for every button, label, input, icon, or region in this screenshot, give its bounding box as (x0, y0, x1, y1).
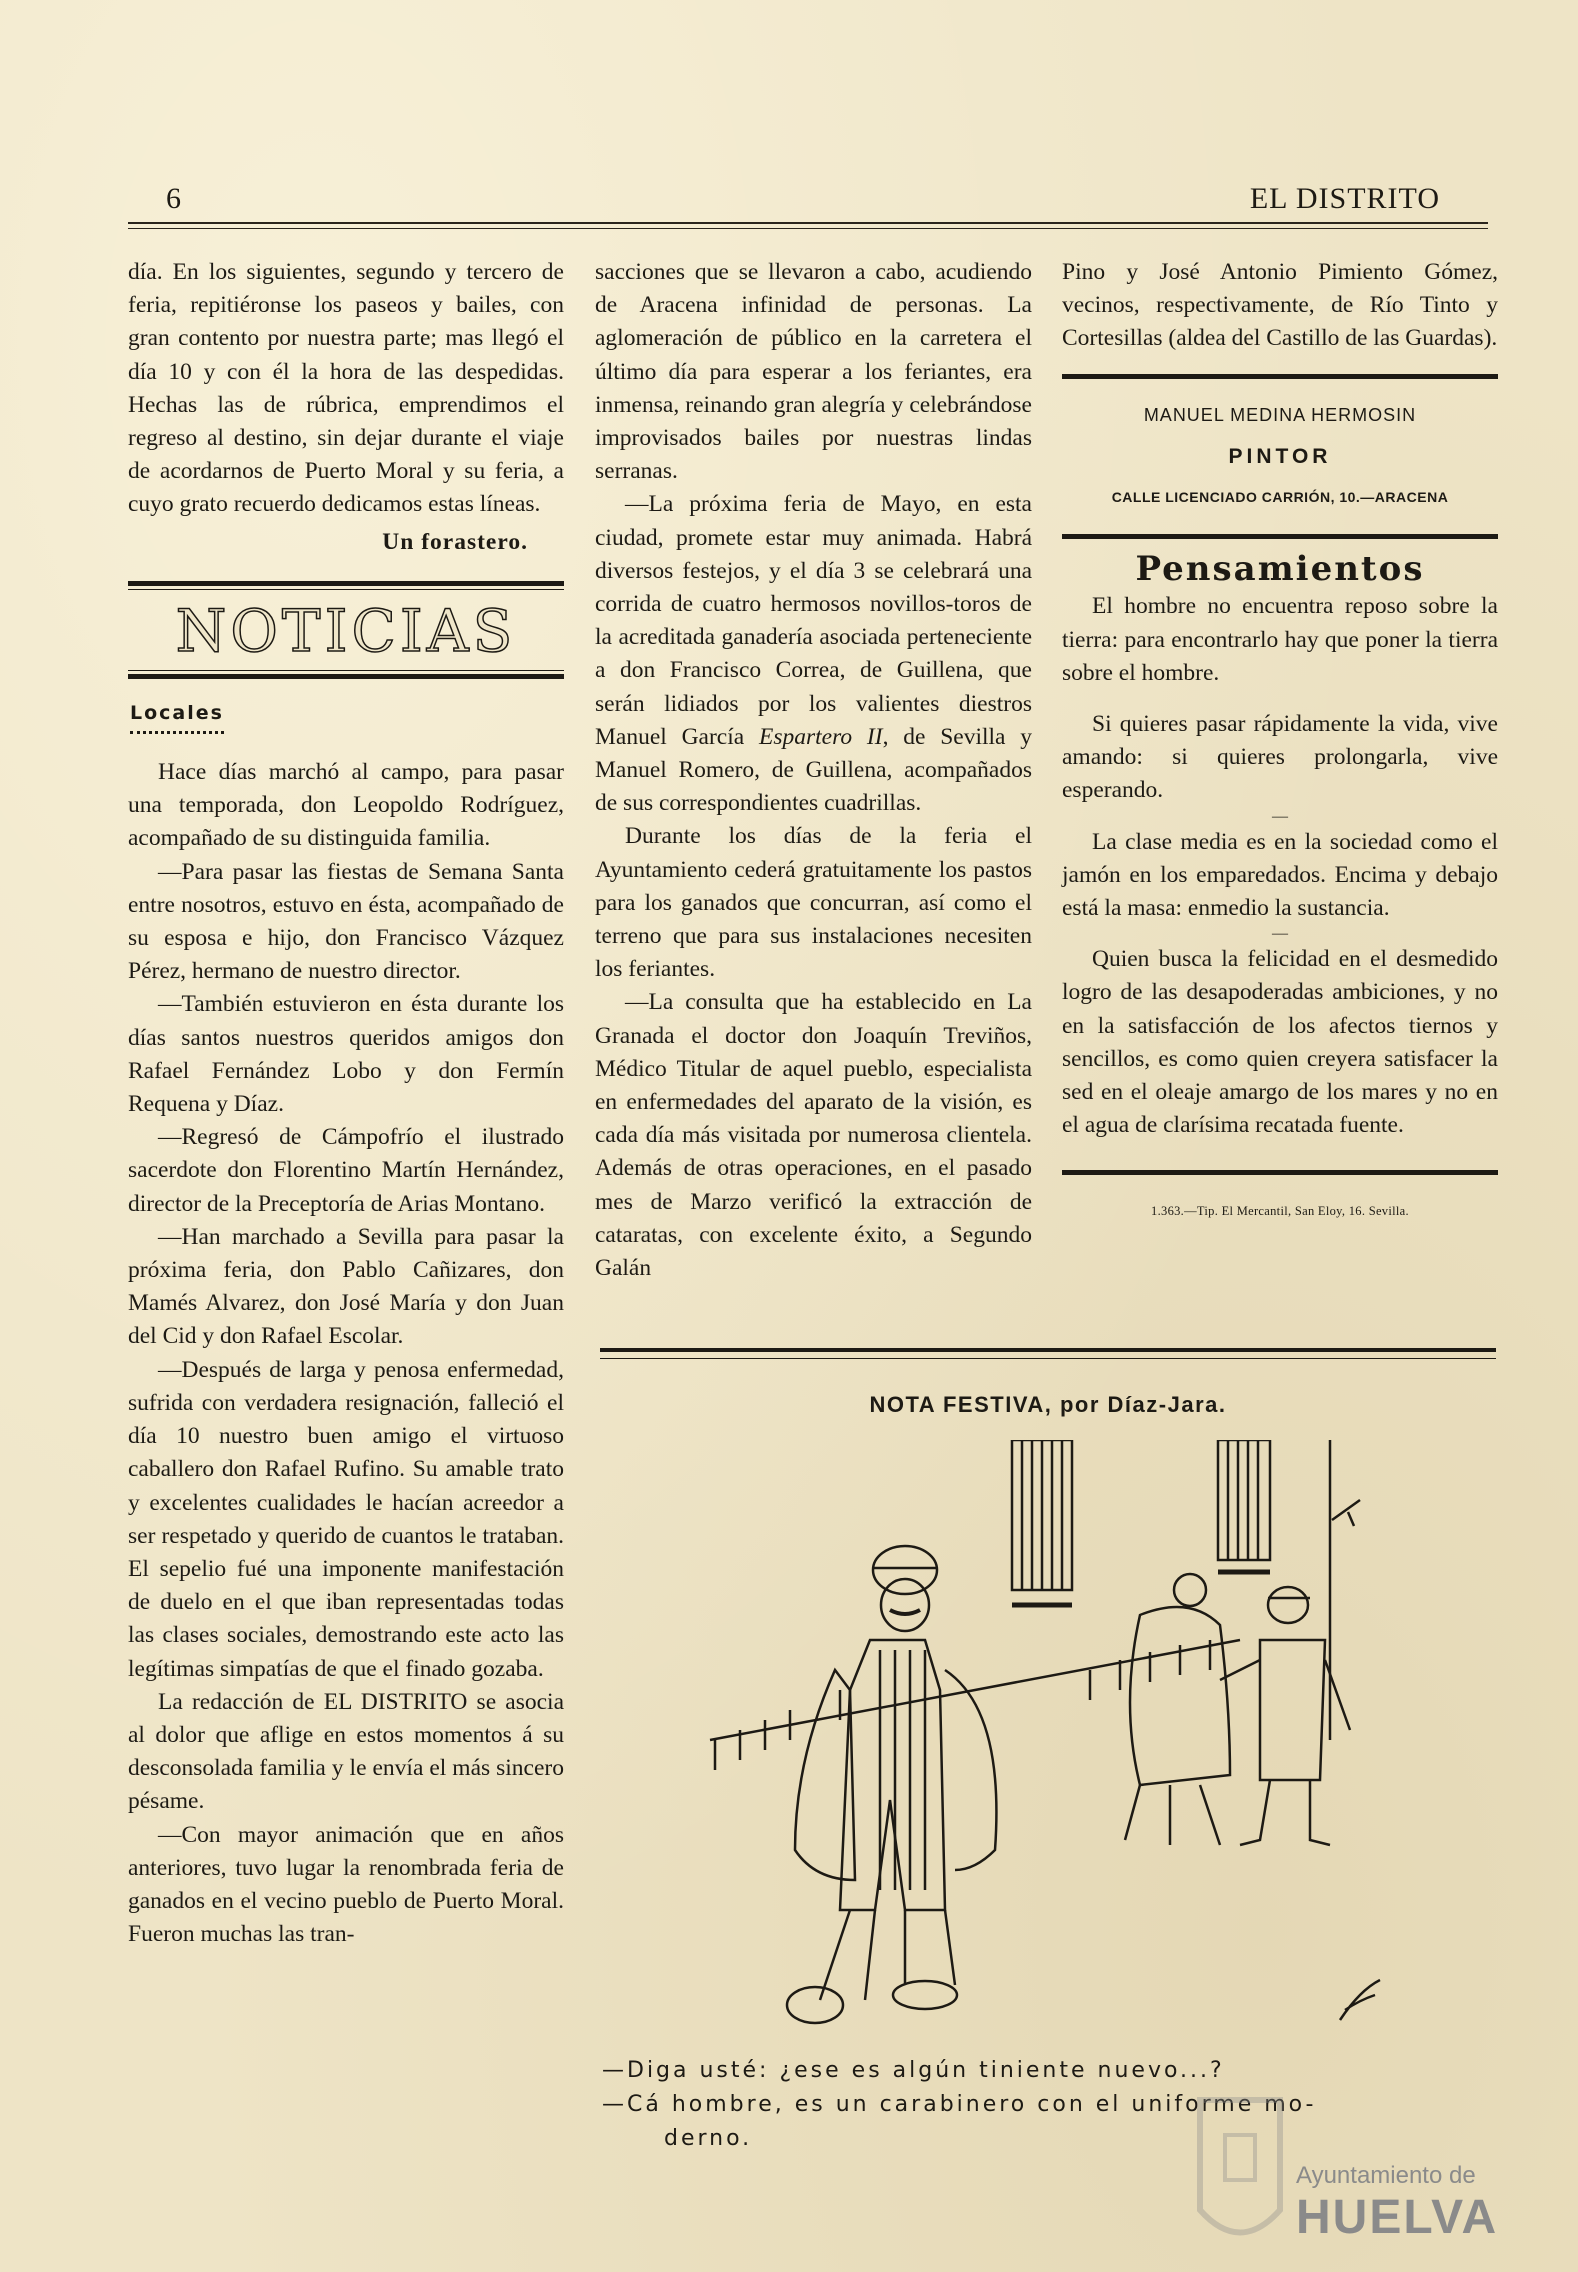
ad-name: MANUEL MEDINA HERMOSIN (1143, 404, 1417, 425)
paragraph: —La consulta que ha establecido en La Granada el doctor don Joaquín Treviños, Médico Titular de aquel pueblo, especialista en enfermedades del aparato de la visión, es cada día más visitada por numerosa clientela. Además de otras operaciones, en el pasado mes de Marzo verificó la extracción de cataratas, con excelente éxito, a Segundo Galán (595, 989, 1032, 1282)
paragraph: día. En los siguientes, segundo y tercero de feria, repitiéronse los paseos y bailes, con gran contento por nuestra parte; mas llegó el día 10 y con él la hora de las despedidas. Hechas las de rúbrica, emprendimos el regreso al destino, sin dejar durante el viaje de acordarnos de Puerto Moral y su feria, a cuyo grato recuerdo dedicamos estas líneas. (128, 259, 564, 518)
ad-address: CALLE LICENCIADO CARRIÓN, 10.—ARACENA (1111, 489, 1449, 506)
thought: Quien busca la felicidad en el desmedido logro de las desapoderadas ambiciones, y no en la satisfacción de los afectos tiernos y sencillos, es como quien creyera satisfacer la sed en el oleaje amargo de los mares y no en el agua de clarísima recatada fuente. (1062, 946, 1498, 1139)
paragraph: Hace días marchó al campo, para pasar una temporada, don Leopoldo Rodríguez, acompañado de su distinguida familia. (128, 759, 564, 852)
paragraph: —También estuvieron en ésta durante los días santos nuestros queridos amigos don Rafael Fernández Lobo y don Fermín Requena y Díaz. (128, 991, 564, 1118)
separator-dash (1062, 690, 1498, 708)
cartoon-banner (600, 1348, 1496, 1359)
figure-cloaked (1125, 1574, 1230, 1845)
separator-dash: — (1272, 807, 1288, 825)
paragraph: —Para pasar las fiestas de Semana Santa entre nosotros, estuvo en ésta, acompañado de su esposa e hijo, don Francisco Vázquez Pérez, hermano de nuestro director. (128, 858, 564, 985)
printer-imprint: 1.363.—Tip. El Mercantil, San Eloy, 16. Sevilla. (1151, 1204, 1409, 1219)
divider (600, 1348, 1496, 1352)
header-rule (128, 222, 1488, 224)
header-rule-thin (128, 228, 1488, 229)
column-3 (1062, 256, 1498, 1229)
thought: Si quieres pasar rápidamente la vida, vive amando: si quieres prolongarla, vive esperando. (1062, 711, 1498, 804)
window-left (1012, 1440, 1072, 1605)
paragraph: sacciones que se llevaron a cabo, acudiendo de Aracena infinidad de personas. La aglomeración de público en la carretera el último día para esperar a los feriantes, era inmensa, reinando gran alegría y celebrándose improvisados bailes por nuestras lindas serranas. (595, 259, 1032, 485)
fence-rail (710, 1640, 1240, 1740)
paragraph: —Después de larga y penosa enfermedad, sufrida con verdadera resignación, falleció el día 10 nuestro buen amigo el virtuoso caballero don Rafael Rufino. Su amable trato y excelentes cualidades le hacían acreedor a ser respetado y querido de cuantos le trataban. El sepelio fué una imponente manifestación de duelo en el que iban representadas todas las clases sociales, demostrando este acto las legítimas simpatías de que el finado gozaba. (128, 1356, 564, 1682)
thought: El hombre no encuentra reposo sobre la tierra: para encontrarlo hay que poner la tierra sobre el hombre. (1062, 593, 1498, 686)
signature: Un forastero. (382, 528, 528, 555)
column-2 (595, 256, 1032, 1285)
text-span: , de Sevilla y Manuel Romero, de Guillena, acompañados de sus correspondientes cuadrillas. (595, 723, 1033, 817)
subsection-locales: Locales (130, 697, 224, 734)
cartoon-illustration (700, 1440, 1400, 2040)
watermark-text-line2: HUELVA (1296, 2191, 1499, 2244)
window-right (1218, 1440, 1270, 1572)
artist-signature (1340, 1980, 1380, 2020)
paragraph: —Con mayor animación que en años anteriores, tuvo lugar la renombrada feria de ganados en el vecino pueblo de Puerto Moral. Fueron muchas las tran- (128, 1821, 564, 1948)
paragraph: —Regresó de Cámpofrío el ilustrado sacerdote don Florentino Martín Hernández, director de la Preceptoría de Arias Montano. (128, 1124, 564, 1217)
watermark-text-line1: Ayuntamiento de (1296, 2162, 1476, 2189)
column-1 (128, 256, 564, 1951)
divider (600, 1358, 1496, 1359)
ad-trade: PINTOR (1228, 444, 1332, 468)
page-header (128, 182, 1488, 226)
separator-dash: — (1272, 925, 1288, 943)
caption-line: —Cá hombre, es un carabinero con el uniforme mo- (602, 2092, 1317, 2117)
section-title-noticias: NOTICIAS (175, 596, 517, 665)
advertisement (1062, 399, 1498, 515)
paragraph (595, 488, 1032, 820)
divider (128, 670, 564, 671)
text-span: —La próxima feria de Mayo, en esta ciudad, promete estar muy animada. Habrá diversos festejos, y el día 3 se celebrará una corrida de cuatro hermosos novillos-toros de la acreditada ganadería asociada perteneciente a don Francisco Correa, de Guillena, que serán lidiados por los valientes diestros Manuel García (595, 491, 1032, 750)
divider (1062, 1170, 1498, 1175)
wall-sign (1332, 1500, 1360, 1526)
newspaper-title: EL DISTRITO (1249, 182, 1440, 215)
divider (128, 581, 564, 586)
figure-carabinero (787, 1546, 996, 2023)
paragraph: —Han marchado a Sevilla para pasar la próxima feria, don Pablo Cañizares, don Mamés Alvarez, don José María y don Juan del Cid y don Rafael Escolar. (128, 1223, 564, 1350)
section-title-pensamientos: Pensamientos (1135, 549, 1425, 590)
page-number: 6 (166, 182, 181, 215)
divider (128, 674, 564, 679)
caption-line: —Diga usté: ¿ese es algún tiniente nuevo...? (602, 2058, 1225, 2083)
thought: La clase media es en la sociedad como el jamón en los emparedados. Encima y debajo está la masa: enmedio la sustancia. (1062, 828, 1498, 922)
noticias-block (128, 581, 564, 679)
cartoon-title: NOTA FESTIVA, por Díaz-Jara. (869, 1392, 1227, 1417)
divider (1062, 374, 1498, 379)
paragraph: Pino y José Antonio Pimiento Gómez, vecinos, respectivamente, de Río Tinto y Cortesillas (aldea del Castillo de las Guardas). (1062, 259, 1498, 352)
divider (1062, 534, 1498, 539)
paragraph: La redacción de EL DISTRITO se asocia al dolor que aflige en estos momentos á su desconsolada familia y le envía el más sincero pésame. (128, 1688, 564, 1815)
caption-line: derno. (664, 2126, 753, 2151)
italic-text: Espartero II (759, 723, 883, 750)
paragraph: Durante los días de la feria el Ayuntamiento cederá gratuitamente los pastos para los ganados que concurran, así como el terreno que para sus instalaciones necesiten los feriantes. (595, 823, 1032, 983)
